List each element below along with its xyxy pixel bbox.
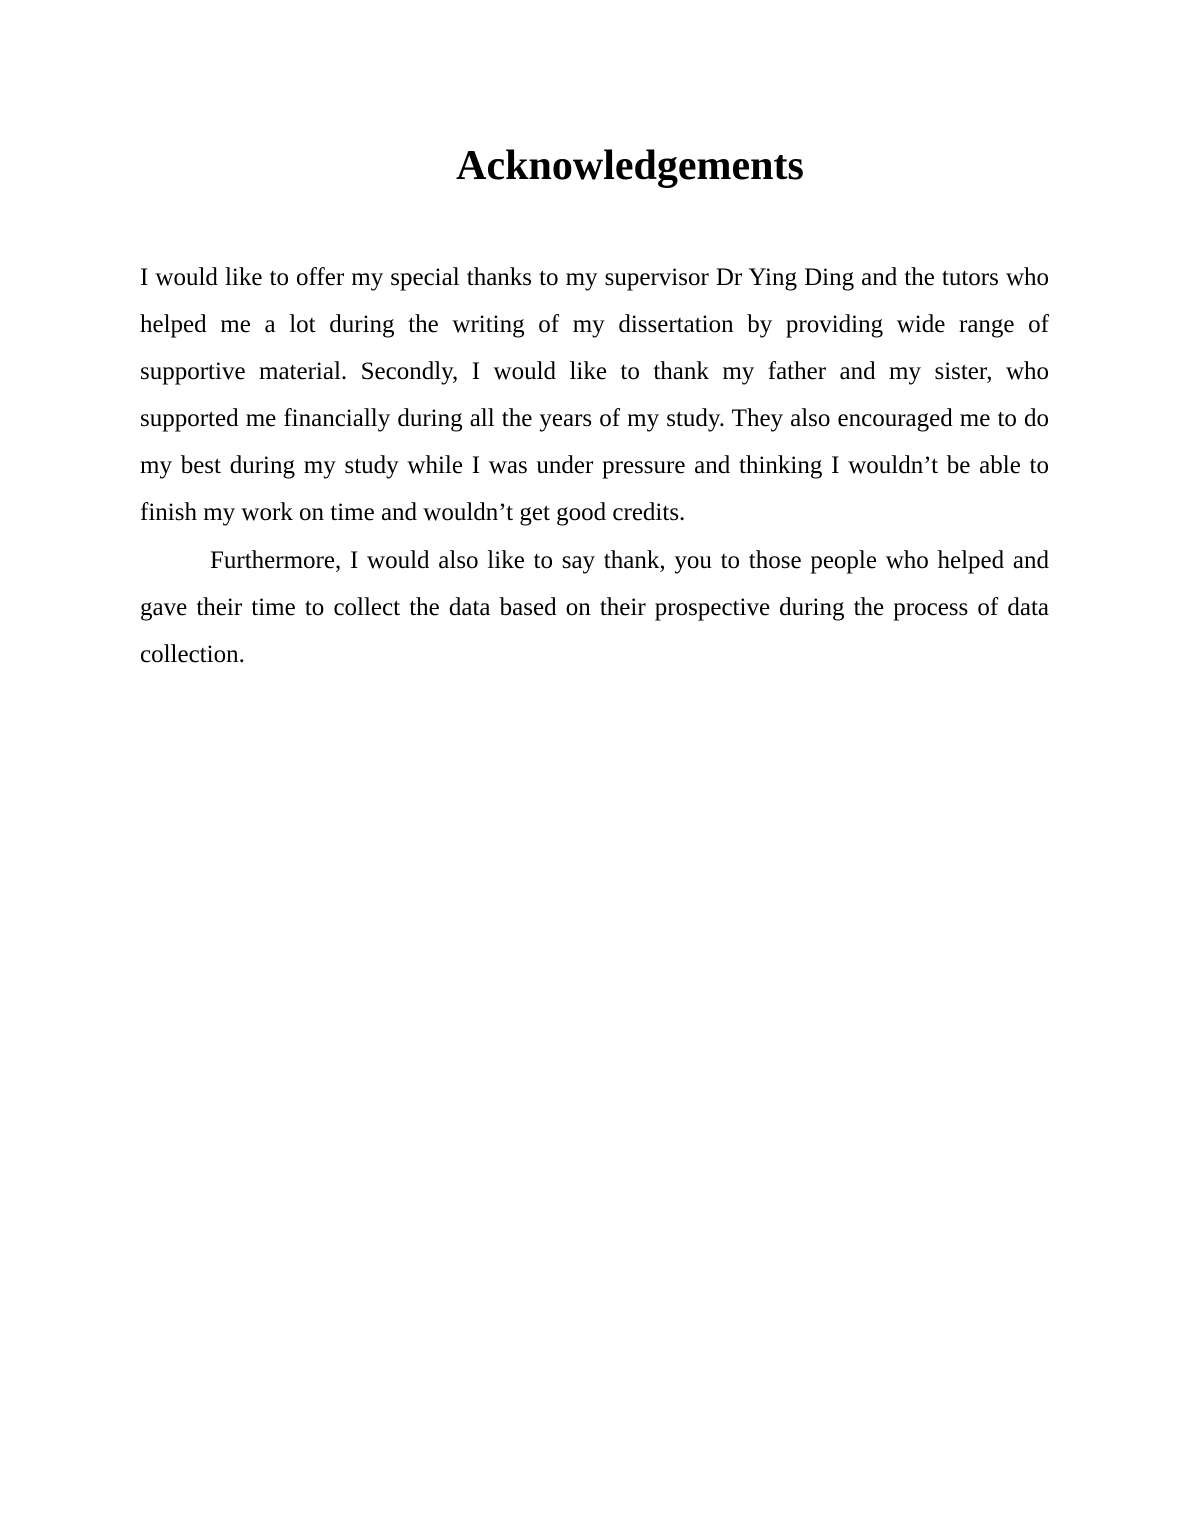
page-title: Acknowledgements (456, 143, 804, 189)
paragraph-2: Furthermore, I would also like to say thank, you to those people who helped and gave their time to collect the data based on their prospective during the process of data collection. (140, 547, 1049, 668)
paragraph-1: I would like to offer my special thanks to my supervisor Dr Ying Ding and the tutors who helped me a lot during the writing of my dissertation by providing wide range of supportive material. Secondly, I would like to thank my father and my sister, who supported me financially during all the years of my study. They also encouraged me to do my best during my study while I was under pressure and thinking I wouldn’t be able to finish my work on time and wouldn’t get good credits. (140, 264, 1049, 526)
body-text (140, 254, 1049, 678)
